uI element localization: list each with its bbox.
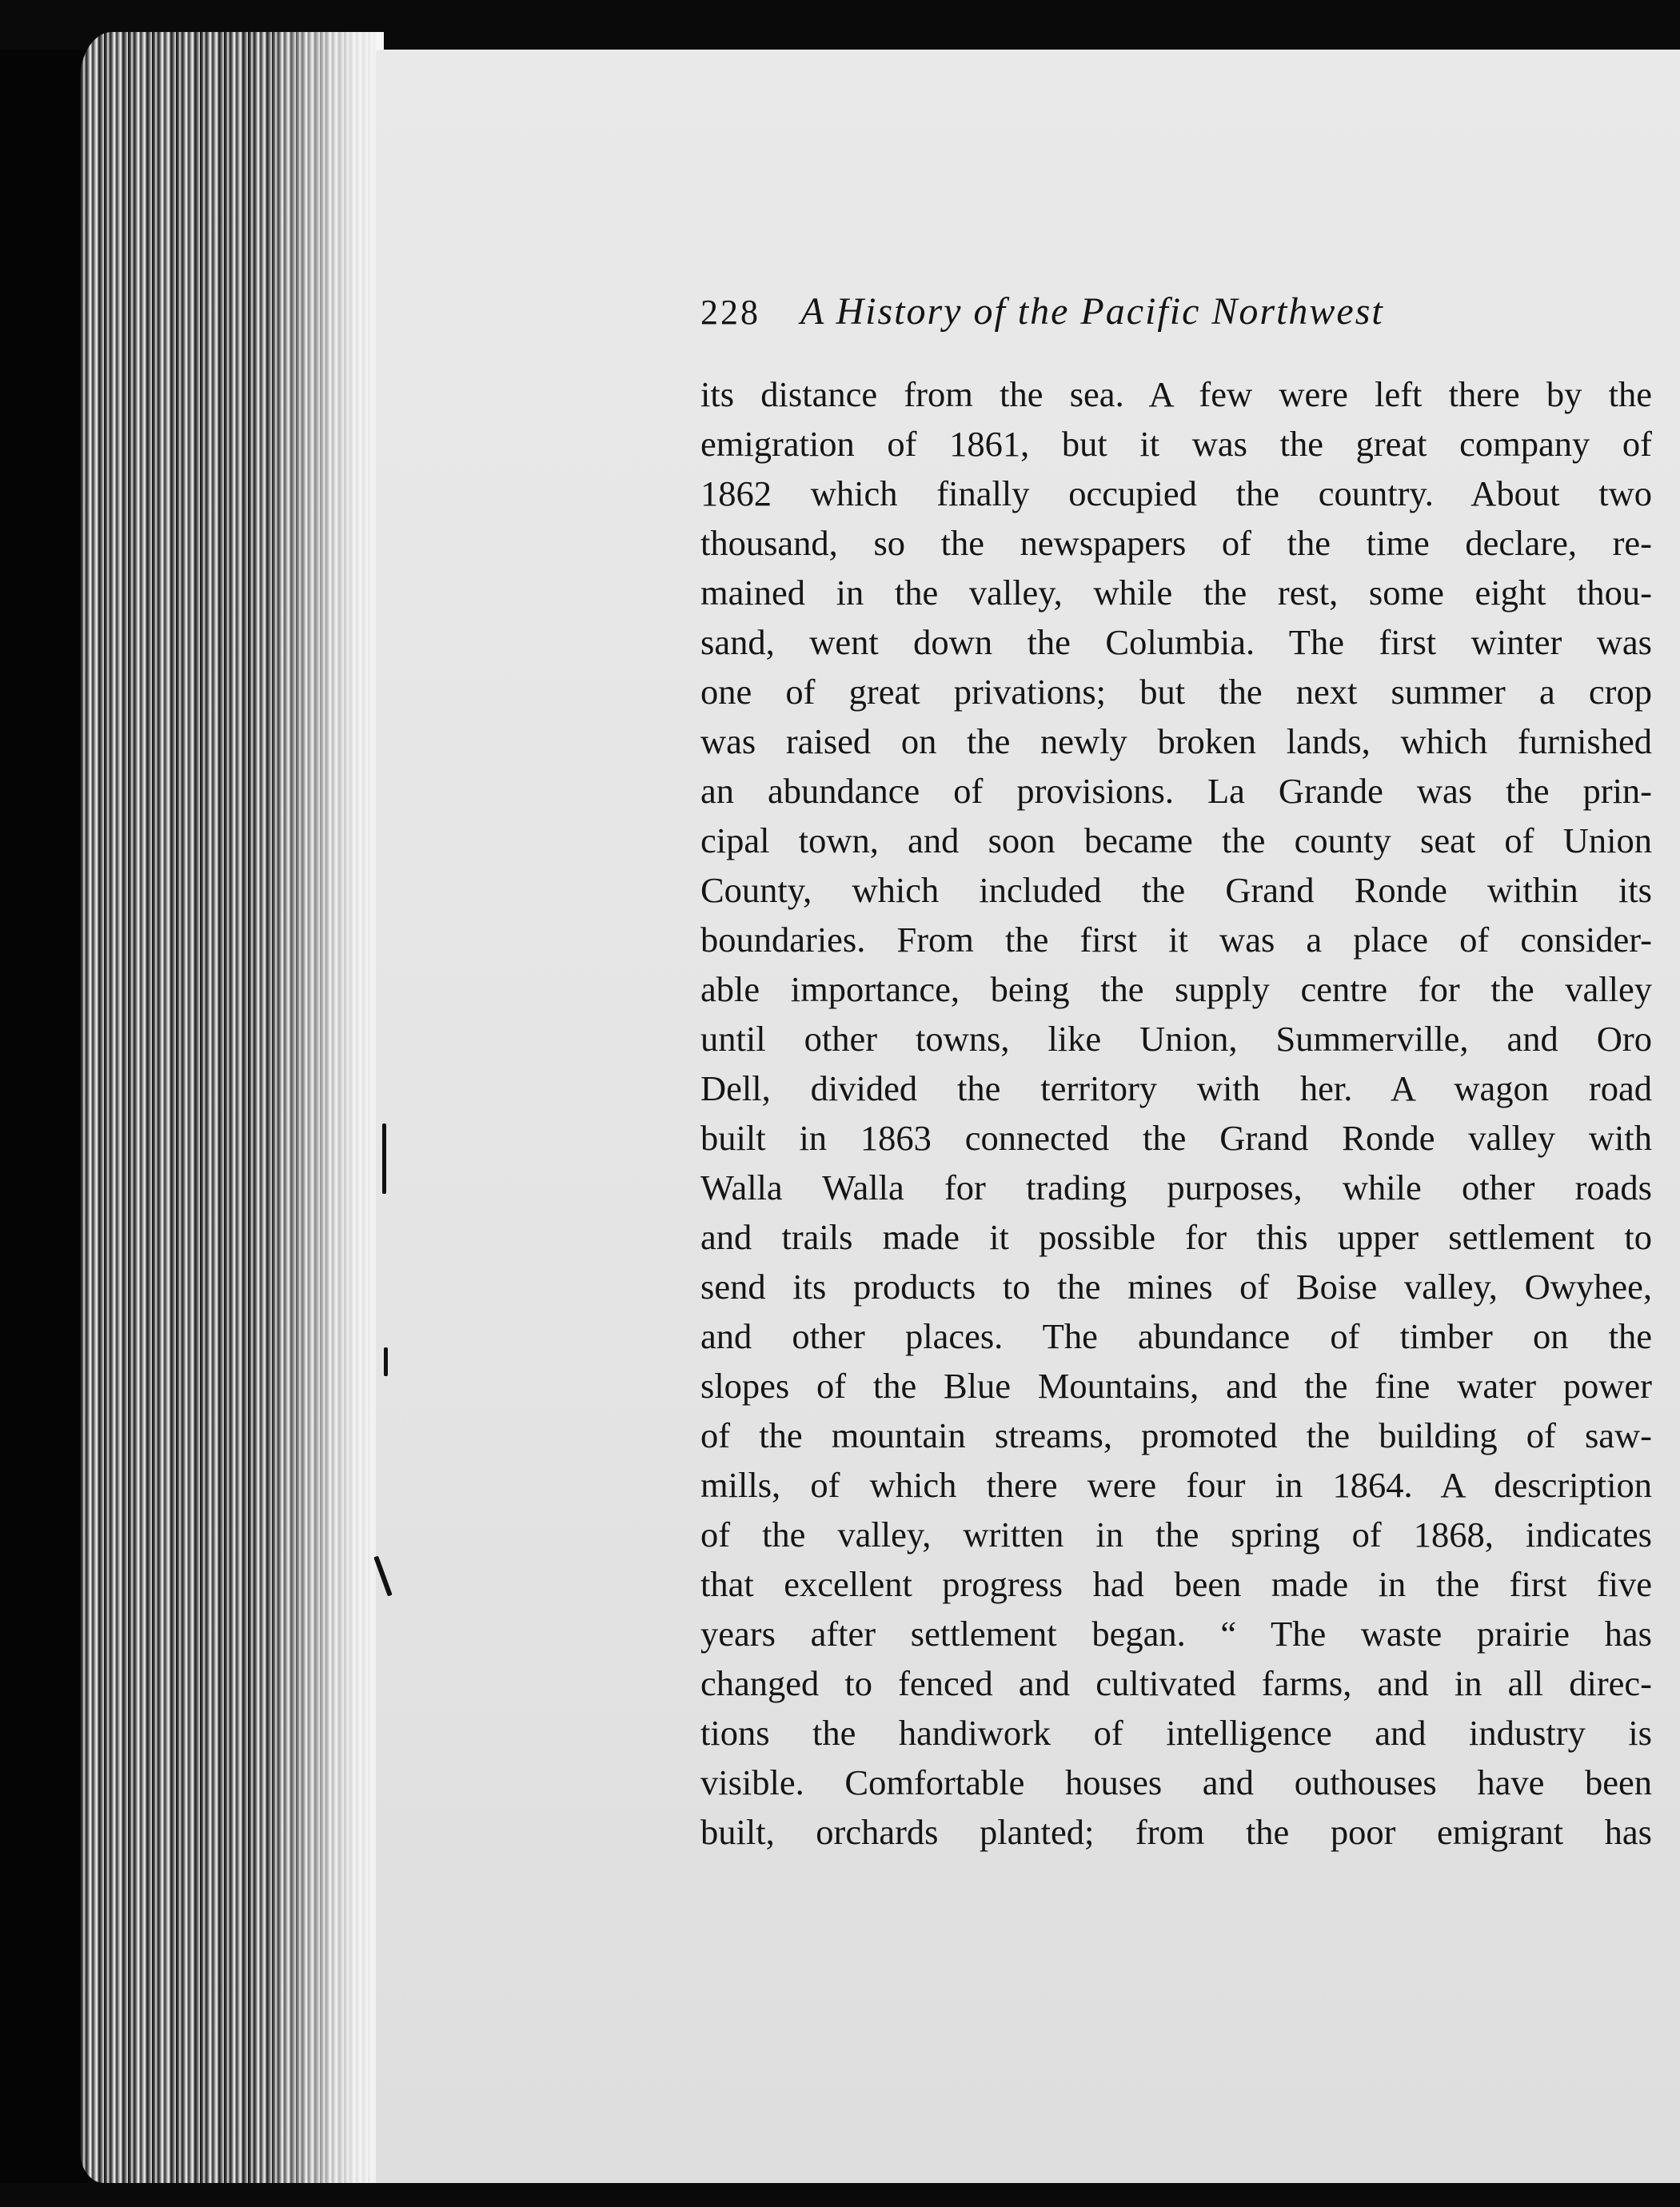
text-line: Dell, divided the territory with her. A wagon road — [700, 1068, 1652, 1108]
text-line: 1862 which finally occupied the country. About two — [700, 473, 1652, 513]
text-line: until other towns, like Union, Summerville, and Oro — [700, 1019, 1652, 1059]
body-text — [700, 369, 1652, 1857]
text-line: boundaries. From the first it was a place of consider- — [700, 920, 1652, 960]
text-line: cipal town, and soon became the county seat of Union — [700, 820, 1652, 860]
text-line: changed to fenced and cultivated farms, and in all direc- — [700, 1663, 1652, 1703]
text-line: sand, went down the Columbia. The first winter was — [700, 622, 1652, 662]
text-line: of the mountain streams, promoted the building of saw- — [700, 1415, 1652, 1455]
running-head — [700, 289, 1516, 345]
margin-mark — [384, 1347, 388, 1376]
text-line: was raised on the newly broken lands, which furnished — [700, 721, 1652, 761]
text-line: mained in the valley, while the rest, some eight thou- — [700, 573, 1652, 613]
text-line: an abundance of provisions. La Grande was the prin- — [700, 771, 1652, 811]
text-line: tions the handiwork of intelligence and industry is — [700, 1713, 1652, 1753]
text-line: built, orchards planted; from the poor emigrant has — [700, 1812, 1652, 1852]
text-line: thousand, so the newspapers of the time declare, re- — [700, 523, 1652, 563]
text-line: years after settlement began. “ The waste prairie has — [700, 1614, 1652, 1654]
book-page-edges — [80, 32, 384, 2183]
text-line: emigration of 1861, but it was the great company of — [700, 424, 1652, 464]
text-line: its distance from the sea. A few were left there by the — [700, 374, 1652, 414]
text-line: visible. Comfortable houses and outhouses have been — [700, 1762, 1652, 1802]
text-line: built in 1863 connected the Grand Ronde valley with — [700, 1118, 1652, 1158]
text-line: send its products to the mines of Boise valley, Owyhee, — [700, 1267, 1652, 1307]
text-line: slopes of the Blue Mountains, and the fine water power — [700, 1366, 1652, 1406]
text-line: one of great privations; but the next summer a crop — [700, 672, 1652, 712]
page-number: 228 — [700, 293, 760, 332]
text-line: Walla Walla for trading purposes, while other roads — [700, 1167, 1652, 1207]
scan-bottom-border — [0, 2183, 1680, 2207]
text-line: of the valley, written in the spring of 1868, indicates — [700, 1515, 1652, 1554]
margin-mark — [382, 1123, 386, 1194]
text-line: and other places. The abundance of timber on the — [700, 1316, 1652, 1356]
text-line: that excellent progress had been made in the first five — [700, 1564, 1652, 1604]
book-title: A History of the Pacific Northwest — [800, 290, 1384, 333]
text-line: mills, of which there were four in 1864. A description — [700, 1465, 1652, 1505]
text-line: able importance, being the supply centre for the valley — [700, 969, 1652, 1009]
text-line: and trails made it possible for this upper settlement to — [700, 1217, 1652, 1257]
text-line: County, which included the Grand Ronde within its — [700, 870, 1652, 910]
